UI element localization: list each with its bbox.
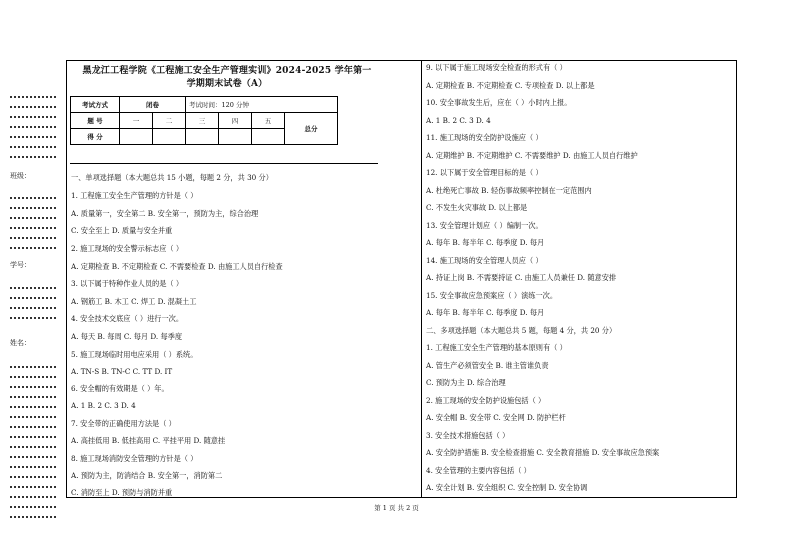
total-score-label: 总分 — [285, 113, 338, 145]
option-line: A. 杜绝死亡事故 B. 轻伤事故频率控制在一定范围内 — [426, 186, 592, 195]
question-line: 5. 施工现场临时用电应采用（ ）系统。 — [71, 350, 198, 359]
question-line: 2. 施工现场的安全警示标志应（ ） — [71, 244, 184, 253]
binding-line — [10, 197, 56, 204]
score-cell[interactable] — [219, 129, 252, 145]
binding-line — [10, 116, 56, 123]
option-line: C. 预防为主 D. 综合治理 — [426, 378, 506, 387]
exam-title-line2: 学期期末试卷（A） — [186, 79, 268, 89]
binding-line — [10, 376, 56, 383]
binding-line — [10, 96, 56, 103]
binding-line — [10, 516, 56, 523]
option-line: A. 定期检查 B. 不定期检查 C. 专项检查 D. 以上都是 — [426, 81, 595, 90]
binding-line — [10, 307, 56, 314]
option-line: C. 消防至上 D. 预防与消防并重 — [71, 488, 173, 497]
binding-line — [10, 496, 56, 503]
name-label: 姓名： — [10, 339, 31, 347]
binding-line — [10, 436, 56, 443]
question-line: 3. 以下属于特种作业人员的是（ ） — [71, 279, 184, 288]
question-line: 2. 施工现场的安全防护设施包括（ ） — [426, 396, 546, 405]
binding-line — [10, 396, 56, 403]
option-line: A. 安全防护措施 B. 安全检查措施 C. 安全教育措施 D. 安全事故应急预案 — [426, 448, 660, 457]
option-line: A. 安全计划 B. 安全组织 C. 安全控制 D. 安全协调 — [426, 483, 588, 492]
question-line: 11. 施工现场的安全防护设施应（ ） — [426, 133, 543, 142]
score-label: 得 分 — [71, 129, 120, 145]
binding-line — [10, 126, 56, 133]
binding-line — [10, 426, 56, 433]
question-no-label: 题 号 — [71, 113, 120, 129]
question-line: 6. 安全帽的有效期是（ ）年。 — [71, 384, 169, 393]
option-line: A. 钢筋工 B. 木工 C. 焊工 D. 混凝土工 — [71, 297, 197, 306]
question-line: 8. 施工现场消防安全管理的方针是（ ） — [71, 454, 198, 463]
binding-line — [10, 136, 56, 143]
binding-line — [10, 217, 56, 224]
binding-line — [10, 247, 56, 254]
binding-line — [10, 297, 56, 304]
question-line: 4. 安全技术交底应（ ）进行一次。 — [71, 314, 184, 323]
option-line: A. 持证上岗 B. 不需要持证 C. 由施工人员兼任 D. 随意安排 — [426, 273, 617, 282]
option-line: A. 1 B. 2 C. 3 D. 4 — [71, 401, 136, 410]
option-line: A. 预防为主，防消结合 B. 安全第一，消防第二 — [71, 471, 223, 480]
binding-line — [10, 366, 56, 373]
option-line: A. 管生产必须管安全 B. 谁主管谁负责 — [426, 361, 549, 370]
option-line: A. TN-S B. TN-C C. TT D. IT — [71, 367, 173, 376]
binding-line — [10, 416, 56, 423]
binding-line — [10, 466, 56, 473]
binding-line — [10, 207, 56, 214]
exam-title-line1: 黑龙江工程学院《工程施工安全生产管理实训》2024-2025 学年第一 — [82, 66, 372, 76]
option-line: A. 高挂低用 B. 低挂高用 C. 平挂平用 D. 随意挂 — [71, 436, 226, 445]
score-cell[interactable] — [252, 129, 285, 145]
option-line: A. 每年 B. 每半年 C. 每季度 D. 每月 — [426, 308, 545, 317]
question-line: 3. 安全技术措施包括（ ） — [426, 431, 510, 440]
binding-line — [10, 317, 56, 324]
binding-line — [10, 106, 56, 113]
question-line: 14. 施工现场的安全管理人员应（ ） — [426, 256, 543, 265]
exam-mode-label: 考试方式 — [71, 97, 120, 113]
column-header: 一 — [120, 113, 153, 129]
class-label: 班级： — [10, 172, 31, 180]
column-header: 五 — [252, 113, 285, 129]
question-line: 1. 工程施工安全生产管理的基本原则有（ ） — [426, 343, 567, 352]
column-divider — [421, 60, 422, 498]
exam-mode-value: 闭卷 — [120, 97, 186, 113]
question-line: 4. 安全管理的主要内容包括（ ） — [426, 466, 531, 475]
question-line: 9. 以下属于施工现场安全检查的形式有（ ） — [426, 63, 567, 72]
binding-line — [10, 386, 56, 393]
binding-line — [10, 227, 56, 234]
column-header: 三 — [186, 113, 219, 129]
option-line: C. 安全至上 D. 质量与安全并重 — [71, 226, 173, 235]
score-cell[interactable] — [153, 129, 186, 145]
option-line: A. 1 B. 2 C. 3 D. 4 — [426, 116, 491, 125]
binding-line — [10, 287, 56, 294]
option-line: A. 每年 B. 每半年 C. 每季度 D. 每月 — [426, 238, 545, 247]
question-line: 15. 安全事故应急预案应（ ）演练一次。 — [426, 291, 558, 300]
column-header: 四 — [219, 113, 252, 129]
option-line: A. 质量第一，安全第二 B. 安全第一，预防为主，综合治理 — [71, 209, 259, 218]
score-cell[interactable] — [186, 129, 219, 145]
question-line: 13. 安全管理计划应（ ）编制一次。 — [426, 221, 543, 230]
binding-line — [10, 406, 56, 413]
student-id-label: 学号： — [10, 261, 31, 269]
binding-line — [10, 146, 56, 153]
question-line: 7. 安全带的正确使用方法是（ ） — [71, 419, 176, 428]
binding-line — [10, 486, 56, 493]
option-line: C. 不发生火灾事故 D. 以上都是 — [426, 203, 528, 212]
exam-time: 考试时间：120 分钟 — [186, 97, 338, 113]
section-heading: 一、单项选择题（本大题总共 15 小题，每题 2 分，共 30 分） — [71, 173, 273, 182]
question-line: 12. 以下属于安全管理目标的是（ ） — [426, 168, 543, 177]
section-rule — [70, 163, 378, 164]
question-line: 1. 工程施工安全生产管理的方针是（ ） — [71, 191, 198, 200]
binding-line — [10, 476, 56, 483]
binding-line — [10, 446, 56, 453]
option-line: A. 安全帽 B. 安全带 C. 安全网 D. 防护栏杆 — [426, 413, 566, 422]
option-line: A. 每天 B. 每周 C. 每月 D. 每季度 — [71, 332, 183, 341]
question-line: 10. 安全事故发生后，应在（ ）小时内上报。 — [426, 98, 572, 107]
column-header: 二 — [153, 113, 186, 129]
section-heading: 二、多项选择题（本大题总共 5 题，每题 4 分，共 20 分） — [426, 326, 617, 335]
score-cell[interactable] — [120, 129, 153, 145]
option-line: A. 定期维护 B. 不定期维护 C. 不需要维护 D. 由施工人员自行维护 — [426, 151, 638, 160]
binding-line — [10, 237, 56, 244]
page-footer: 第 1 页 共 2 页 — [374, 504, 419, 512]
binding-line — [10, 156, 56, 163]
option-line: A. 定期检查 B. 不定期检查 C. 不需要检查 D. 由施工人员自行检查 — [71, 262, 283, 271]
binding-line — [10, 456, 56, 463]
score-table — [70, 96, 338, 145]
